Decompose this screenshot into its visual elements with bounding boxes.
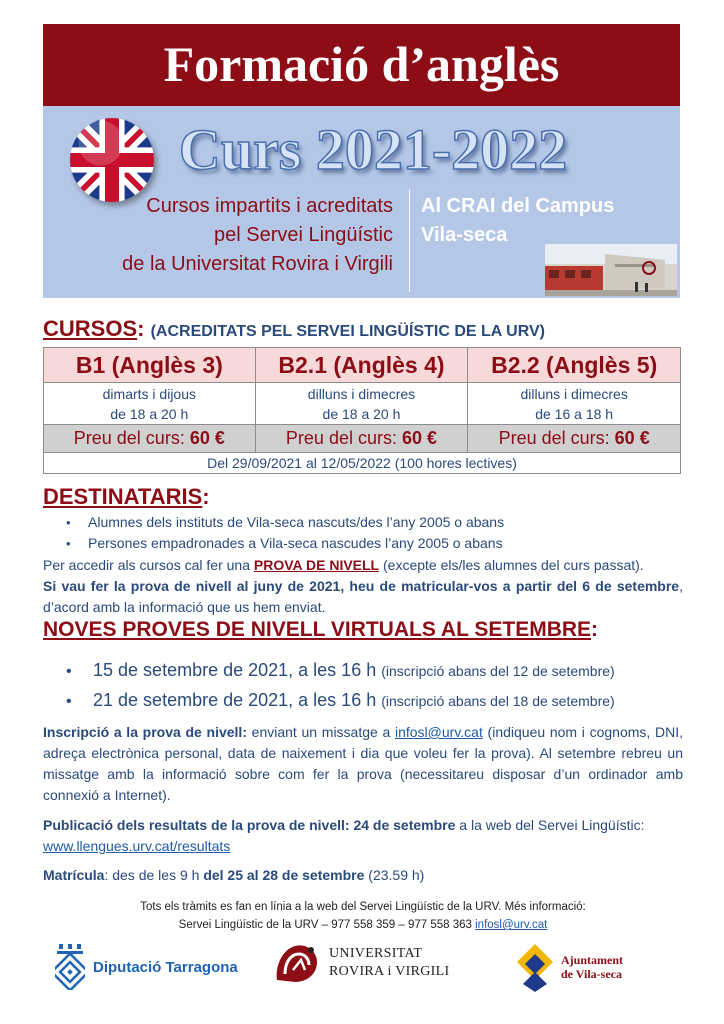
table-row	[44, 453, 681, 474]
course-hours: de 18 a 20 h	[110, 405, 189, 422]
audience-heading	[43, 484, 210, 510]
price-label: Preu del curs:	[498, 428, 610, 448]
courses-subheading: (ACREDITATS PEL SERVEI LINGÜÍSTIC DE LA URV)	[150, 323, 545, 340]
registration-text: (indiqueu nom i cognoms, DNI, adreça electrònica personal, data de naixement i dia que voleu fer la prova). Al setembre rebreu un missatge amb la informació sobre com fer la prova (necessitareu disposar d’un ordinador amb connexió a Internet).	[43, 724, 683, 803]
results-link[interactable]: www.llengues.urv.cat/resultats	[43, 838, 231, 854]
ajuntament-name	[561, 953, 623, 981]
table-row	[44, 383, 681, 425]
access-text: (excepte els/les alumnes del curs passat).	[379, 557, 644, 573]
table-row	[44, 348, 681, 383]
course-hours: de 16 a 18 h	[535, 405, 614, 422]
urv-name-line: UNIVERSITAT	[329, 946, 423, 961]
footer-email-link[interactable]: infosl@urv.cat	[475, 919, 548, 931]
enrollment-info	[43, 865, 683, 886]
course-name: B1 (Anglès 3)	[44, 348, 256, 383]
poster-title: Formació d’anglès	[43, 24, 680, 106]
enrollment-label: Matrícula	[43, 867, 105, 883]
results-text: a la web del Servei Lingüístic:	[455, 817, 645, 833]
test-date: 15 de setembre de 2021, a les 16 h	[93, 660, 377, 680]
course-days: dilluns i dimecres	[307, 385, 416, 402]
course-schedule	[255, 383, 468, 425]
placement-test-link[interactable]: PROVA DE NIVELL	[253, 557, 380, 573]
ajuntament-name-line: de Vila-seca	[561, 967, 622, 981]
diputacio-name: Diputació Tarragona	[93, 958, 238, 976]
location-line: Al CRAI del Campus	[421, 195, 615, 217]
registration-text: enviant un missatge a	[246, 724, 395, 740]
course-price	[468, 425, 681, 453]
table-row	[44, 425, 681, 453]
courses-heading	[43, 316, 545, 342]
results-info	[43, 815, 683, 857]
course-dates: Del 29/09/2021 al 12/05/2022 (100 hores lectives)	[44, 453, 681, 474]
course-schedule	[44, 383, 256, 425]
test-date: 21 de setembre de 2021, a les 16 h	[93, 690, 377, 710]
sponsor-logos	[43, 936, 683, 1002]
access-text: Per accedir als cursos cal fer una	[43, 557, 254, 573]
results-label: Publicació dels resultats de la prova de nivell: 24 de setembre	[43, 817, 456, 833]
banner-line: Cursos impartits i acreditats	[146, 195, 393, 217]
enrollment-dates: del 25 al 28 de setembre	[203, 867, 365, 883]
new-tests-heading-label: NOVES PROVES DE NIVELL VIRTUALS AL SETEMBRE	[43, 618, 592, 641]
course-days: dimarts i dijous	[102, 385, 197, 402]
list-item	[66, 656, 615, 686]
ajuntament-logo	[515, 942, 623, 992]
june-note-text: , d’acord amb la informació que us hem enviat.	[43, 578, 683, 615]
urv-name	[329, 945, 449, 981]
ajuntament-emblem-icon	[515, 942, 555, 992]
courses-heading-colon: :	[137, 316, 145, 341]
test-dates-list	[66, 656, 615, 716]
test-registration-note: (inscripció abans del 18 de setembre)	[381, 693, 615, 709]
urv-logo	[271, 940, 449, 986]
new-tests-heading	[43, 618, 598, 642]
banner-line: de la Universitat Rovira i Virgili	[122, 253, 393, 275]
footer-info	[43, 898, 683, 934]
course-hours: de 18 a 20 h	[322, 405, 401, 422]
courses-table	[43, 347, 681, 474]
list-item	[66, 533, 504, 554]
location-line: Vila-seca	[421, 224, 508, 246]
list-item-text: Alumnes dels instituts de Vila-seca nascuts/des l’any 2005 o abans	[88, 514, 505, 530]
course-banner	[43, 106, 680, 298]
banner-divider	[409, 190, 410, 292]
courses-heading-label: CURSOS	[43, 316, 138, 341]
price-value: 60 €	[614, 428, 650, 448]
course-days: dilluns i dimecres	[520, 385, 628, 402]
email-link[interactable]: infosl@urv.cat	[394, 724, 483, 740]
enrollment-text: : des de les 9 h	[104, 867, 204, 883]
list-item-text: Persones empadronades a Vila-seca nascudes l’any 2005 o abans	[88, 535, 503, 551]
campus-building-image	[545, 244, 677, 296]
list-item	[66, 686, 615, 716]
price-label: Preu del curs:	[285, 428, 397, 448]
course-price	[44, 425, 256, 453]
diputacio-logo	[55, 944, 238, 990]
list-item	[66, 512, 504, 533]
footer-line: Tots els tràmits es fan en línia a la web del Servei Lingüístic de la URV. Més informació:	[140, 901, 586, 913]
registration-info	[43, 722, 683, 806]
location-text	[421, 192, 661, 250]
enrollment-text: (23.59 h)	[364, 867, 425, 883]
course-name: B2.2 (Anglès 5)	[468, 348, 681, 383]
footer-contact: Servei Lingüístic de la URV – 977 558 359 – 977 558 363	[178, 919, 476, 931]
audience-heading-colon: :	[202, 484, 210, 509]
course-price	[255, 425, 468, 453]
footer-line	[43, 916, 683, 934]
access-note	[43, 555, 683, 576]
diputacio-emblem-icon	[55, 944, 85, 990]
june-note-bold: Si vau fer la prova de nivell al juny de 2021, heu de matricular-vos a partir del 6 de setembre	[43, 578, 680, 594]
test-registration-note: (inscripció abans del 12 de setembre)	[381, 663, 615, 679]
urv-name-line: ROVIRA i VIRGILI	[329, 964, 450, 979]
course-year: Curs 2021-2022	[178, 117, 568, 182]
banner-line: pel Servei Lingüístic	[214, 224, 393, 246]
ajuntament-name-line: Ajuntament	[561, 953, 623, 967]
audience-list	[66, 512, 504, 554]
registration-label: Inscripció a la prova de nivell:	[43, 724, 247, 740]
banner-description	[53, 192, 393, 279]
urv-emblem-icon	[271, 940, 323, 986]
new-tests-heading-colon: :	[591, 618, 599, 641]
price-value: 60 €	[189, 428, 225, 448]
june-note	[43, 576, 683, 618]
price-label: Preu del curs:	[73, 428, 185, 448]
course-schedule	[468, 383, 681, 425]
price-value: 60 €	[402, 428, 438, 448]
audience-heading-label: DESTINATARIS	[43, 484, 203, 509]
uk-flag-icon	[70, 118, 154, 202]
course-name: B2.1 (Anglès 4)	[255, 348, 468, 383]
